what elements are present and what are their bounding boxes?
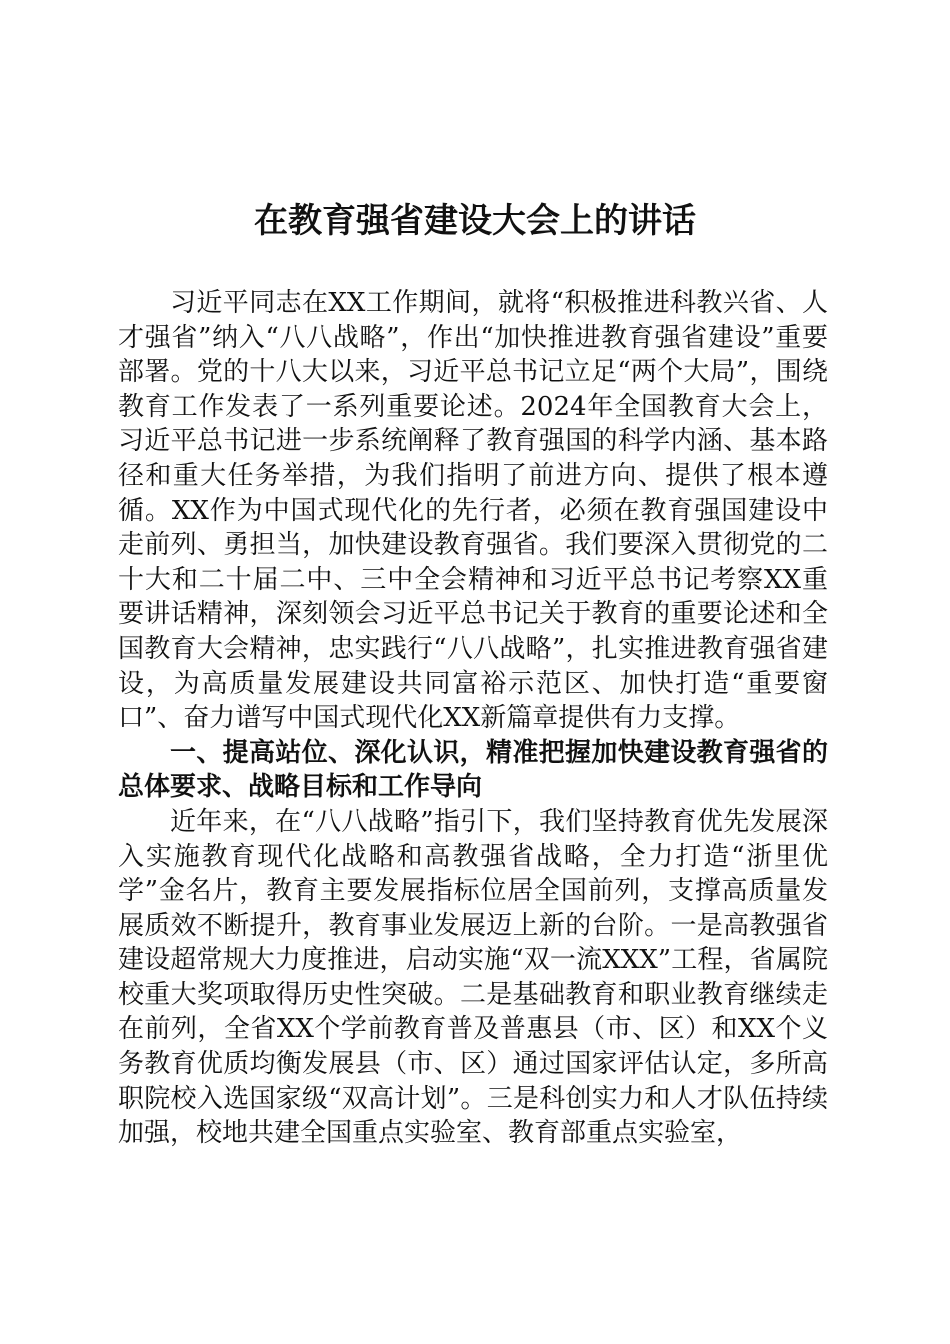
- document-title: 在教育强省建设大会上的讲话: [254, 201, 696, 241]
- intro-paragraph: 习近平同志在XX工作期间，就将“积极推进科教兴省、人才强省”纳入“八八战略”，作出“加快推进教育强省建设”重要部署。党的十八大以来，习近平总书记立足“两个大局”，围绕教育工作发表了一系列重要论述。2024年全国教育大会上，习近平总书记进一步系统阐释了教育强国的科学内涵、基本路径和重大任务举措，为我们指明了前进方向、提供了根本遵循。XX作为中国式现代化的先行者，必须在教育强国建设中走前列、勇担当，加快建设教育强省。我们要深入贯彻党的二十大和二十届二中、三中全会精神和习近平总书记考察XX重要讲话精神，深刻领会习近平总书记关于教育的重要论述和全国教育大会精神，忠实践行“八八战略”，扎实推进教育强省建设，为高质量发展建设共同富裕示范区、加快打造“重要窗口”、奋力谱写中国式现代化XX新篇章提供有力支撑。: [118, 288, 828, 734]
- section-heading: 一、提高站位、深化认识，精准把握加快建设教育强省的总体要求、战略目标和工作导向: [118, 737, 828, 803]
- document-body: [118, 286, 828, 1151]
- section-paragraph: 近年来，在“八八战略”指引下，我们坚持教育优先发展深入实施教育现代化战略和高教强省战略，全力打造“浙里优学”金名片，教育主要发展指标位居全国前列，支撑高质量发展质效不断提升，教育事业发展迈上新的台阶。一是高教强省建设超常规大力度推进，启动实施“双一流XXX”工程，省属院校重大奖项取得历史性突破。二是基础教育和职业教育继续走在前列，全省XX个学前教育普及普惠县（市、区）和XX个义务教育优质均衡发展县（市、区）通过国家评估认定，多所高职院校入选国家级“双高计划”。三是科创实力和人才队伍持续加强，校地共建全国重点实验室、教育部重点实验室，: [118, 806, 828, 1149]
